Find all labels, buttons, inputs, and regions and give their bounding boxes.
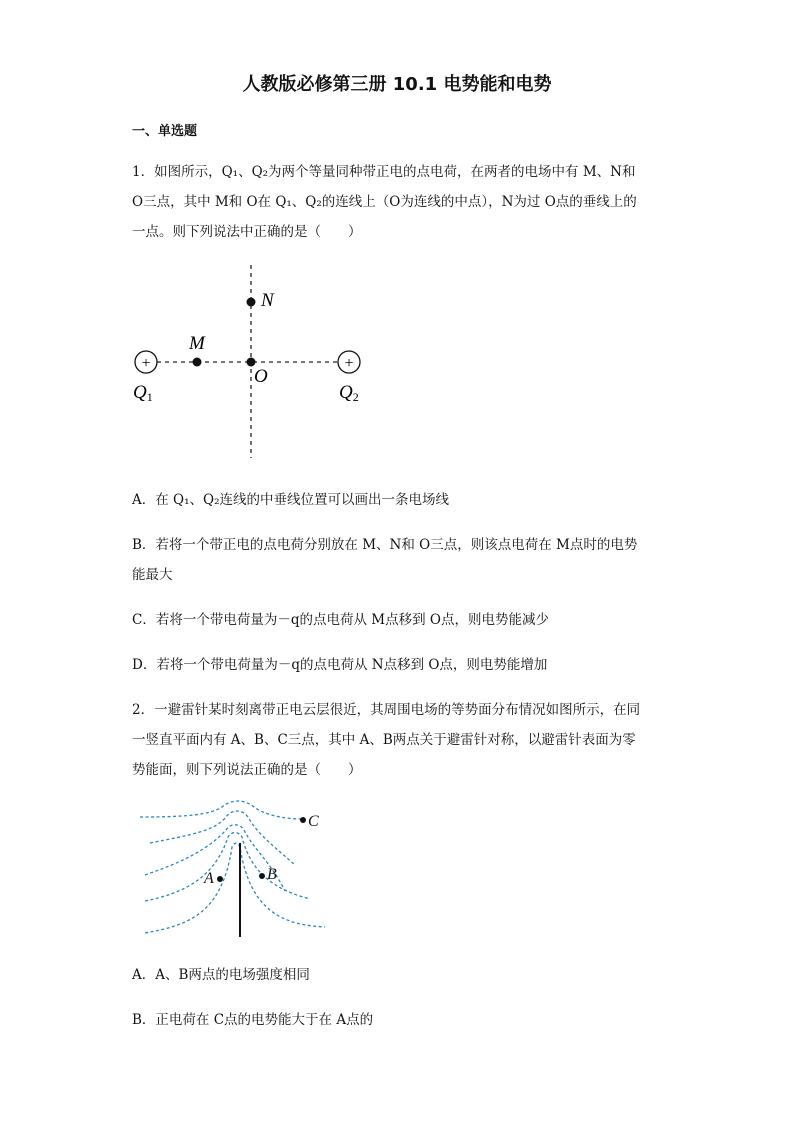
q2-figure: [130, 795, 340, 945]
charges-diagram: [125, 260, 385, 460]
q1-stem-line-3: 一点。则下列说法中正确的是（ ）: [132, 224, 362, 240]
label-b: B: [267, 866, 277, 883]
charge-q1-plus: +: [141, 355, 151, 372]
equipotential-line-3: [145, 825, 285, 891]
q1-option-a: A．在 Q₁、Q₂连线的中垂线位置可以画出一条电场线: [132, 492, 449, 508]
point-c-dot: [300, 817, 306, 823]
q2-option-b: B．正电荷在 C点的电势能大于在 A点的: [132, 1012, 374, 1028]
label-q2: Q2: [339, 382, 359, 404]
section-heading: 一、单选题: [132, 124, 198, 139]
label-a: A: [204, 870, 214, 887]
point-m-dot: [193, 358, 202, 367]
q1-option-b-line-1: B．若将一个带正电的点电荷分别放在 M、N和 O三点，则该点电荷在 M点时的电势: [132, 537, 638, 553]
equipotential-line-4: [145, 833, 310, 902]
lightning-rod-diagram: [130, 795, 340, 945]
q1-stem-line-2: O三点，其中 M和 O在 Q₁、Q₂的连线上（O为连线的中点），N为过 O点的垂线上的: [132, 194, 637, 210]
point-b-dot: [259, 873, 265, 879]
q1-option-b-line-2: 能最大: [132, 567, 173, 583]
point-n-dot: [247, 298, 256, 307]
page-title: 人教版必修第三册 10.1 电势能和电势: [242, 74, 552, 95]
point-a-dot: [217, 876, 223, 882]
q2-option-a: A．A、B两点的电场强度相同: [132, 967, 310, 983]
q2-stem-line-1: 2．一避雷针某时刻离带正电云层很近，其周围电场的等势面分布情况如图所示，在同: [132, 702, 641, 718]
q1-stem-line-1: 1．如图所示，Q₁、Q₂为两个等量同种带正电的点电荷，在两者的电场中有 M、N和: [132, 164, 636, 180]
label-o: O: [254, 366, 268, 387]
label-c: C: [308, 813, 319, 830]
label-q1: Q1: [133, 382, 153, 404]
q2-stem-line-2: 一竖直平面内有 A、B、C三点，其中 A、B两点关于避雷针对称，以避雷针表面为零: [132, 732, 636, 748]
equipotential-line-5: [145, 843, 325, 933]
equipotential-line-1: [140, 801, 302, 819]
charge-q2-plus: +: [344, 355, 354, 372]
q1-option-d: D．若将一个带电荷量为－q的点电荷从 N点移到 O点，则电势能增加: [132, 657, 548, 673]
label-n: N: [261, 290, 274, 311]
q1-figure: [125, 260, 385, 460]
q2-stem-line-3: 势能面，则下列说法正确的是（ ）: [132, 762, 362, 778]
label-m: M: [189, 333, 205, 354]
q1-option-c: C．若将一个带电荷量为－q的点电荷从 M点移到 O点，则电势能减少: [132, 612, 549, 628]
equipotential-line-2: [150, 811, 295, 865]
